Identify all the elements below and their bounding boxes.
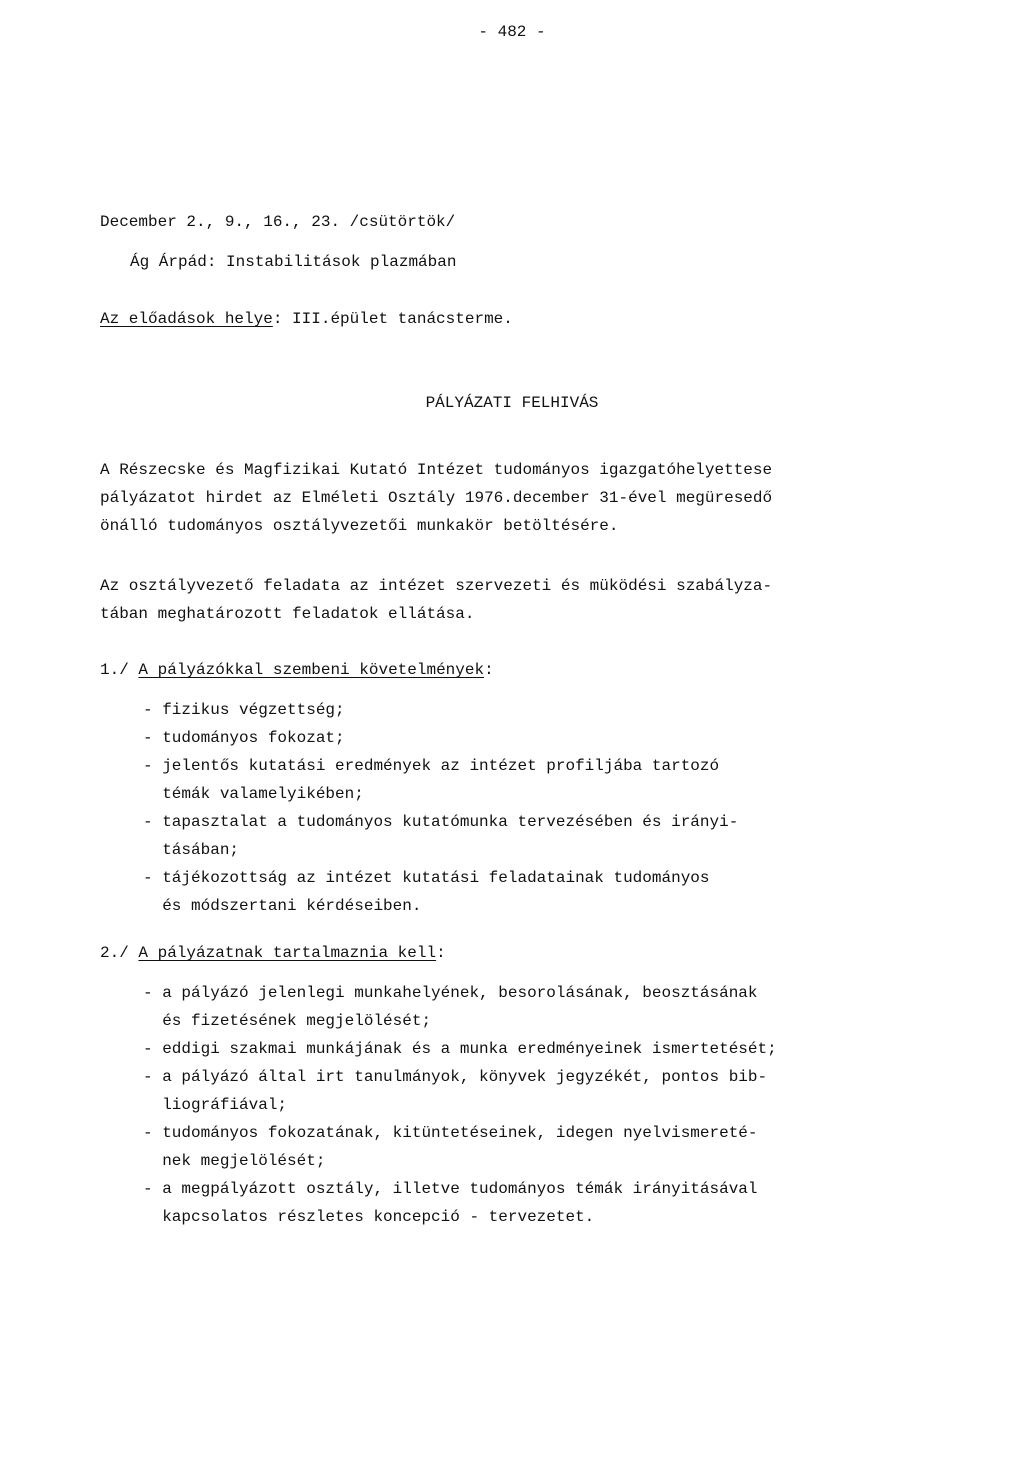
list-item: - a pályázó által irt tanulmányok, könyvek jegyzékét, pontos bib-: [143, 1068, 768, 1086]
section1-colon: :: [484, 661, 494, 679]
list-item: - a pályázó jelenlegi munkahelyének, besorolásának, beosztásának: [143, 984, 758, 1002]
list-item: - fizikus végzettség;: [143, 701, 345, 719]
section2-title: A pályázatnak tartalmaznia kell: [138, 944, 437, 962]
list-item: - tájékozottság az intézet kutatási feladatainak tudományos: [143, 869, 710, 887]
section1-title: A pályázókkal szembeni követelmények: [138, 661, 485, 679]
list-item: tásában;: [143, 841, 240, 859]
intro-line: önálló tudományos osztályvezetői munkakör betöltésére.: [100, 517, 619, 535]
section1-number: 1./: [100, 661, 129, 679]
list-item: - tapasztalat a tudományos kutatómunka tervezésében és irányi-: [143, 813, 739, 831]
location-value: : III.épület tanácsterme.: [272, 310, 513, 328]
list-item: - a megpályázott osztály, illetve tudományos témák irányitásával: [143, 1180, 758, 1198]
list-item: és fizetésének megjelölését;: [143, 1012, 432, 1030]
schedule-dates: December 2., 9., 16., 23. /csütörtök/: [100, 213, 456, 231]
announcement-title: PÁLYÁZATI FELHIVÁS: [425, 394, 599, 412]
intro-line: A Részecske és Magfizikai Kutató Intézet tudományos igazgatóhelyettese: [100, 461, 773, 479]
duty-line: Az osztályvezető feladata az intézet szervezeti és müködési szabályza-: [100, 577, 773, 595]
list-item: - jelentős kutatási eredmények az intézet profiljába tartozó: [143, 757, 720, 775]
section2-colon: :: [436, 944, 446, 962]
list-item: - tudományos fokozatának, kitüntetéseinek, idegen nyelvismereté-: [143, 1124, 758, 1142]
location-label: Az előadások helye: [100, 310, 273, 328]
lecture-title: Ág Árpád: Instabilitások plazmában: [130, 253, 457, 271]
page-number: - 482 -: [478, 23, 546, 41]
list-item: - eddigi szakmai munkájának és a munka eredményeinek ismertetését;: [143, 1040, 777, 1058]
intro-line: pályázatot hirdet az Elméleti Osztály 1976.december 31-ével megüresedő: [100, 489, 773, 507]
list-item: liográfiával;: [143, 1096, 288, 1114]
list-item: - tudományos fokozat;: [143, 729, 345, 747]
list-item: és módszertani kérdéseiben.: [143, 897, 422, 915]
list-item: nek megjelölését;: [143, 1152, 326, 1170]
section2-heading: [100, 943, 446, 963]
duty-line: tában meghatározott feladatok ellátása.: [100, 605, 475, 623]
section1-heading: [100, 660, 494, 680]
location-line: [100, 309, 513, 329]
list-item: kapcsolatos részletes koncepció - tervezetet.: [143, 1208, 595, 1226]
list-item: témák valamelyikében;: [143, 785, 364, 803]
section2-number: 2./: [100, 944, 129, 962]
